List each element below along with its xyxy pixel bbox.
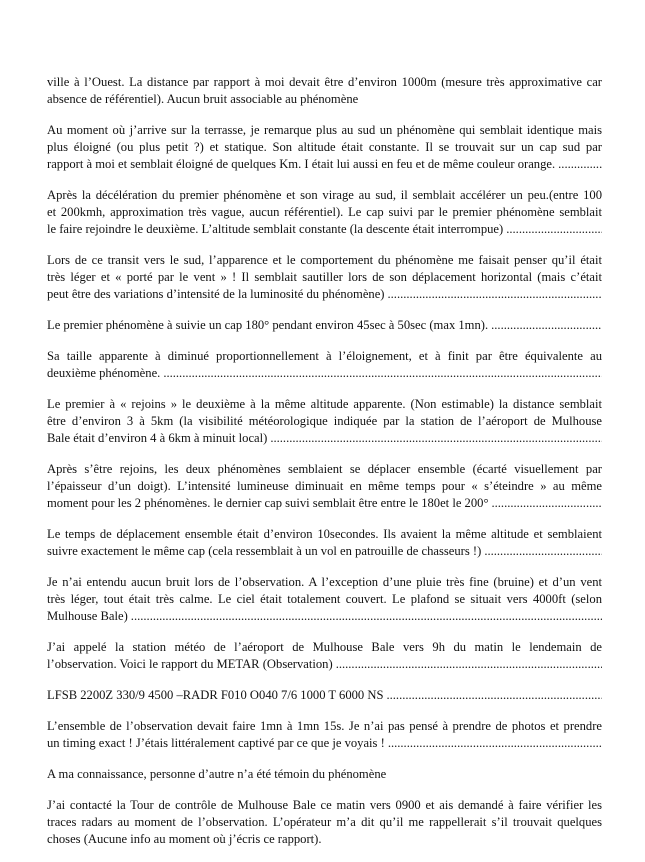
text-line: Au moment où j’arrive sur la terrasse, je remarque plus au sud un phénomène qui semblait identique mais	[47, 123, 602, 137]
dot-leader	[386, 687, 602, 704]
text-line: A ma connaissance, personne d’autre n’a été témoin du phénomène	[47, 767, 387, 781]
text-line-content: Le premier phénomène à suivie un cap 180° pendant environ 45sec à 50sec (max 1mn).	[47, 318, 489, 332]
paragraph	[47, 122, 602, 173]
paragraph	[47, 461, 602, 512]
text-line: J’ai contacté la Tour de contrôle de Mulhouse Bale ce matin vers 0900 et ais demandé à faire vérifier les	[47, 798, 602, 812]
dot-leader	[484, 543, 602, 560]
text-line: très léger et « porté par le vent » ! Il semblait sautiller lors de son déplacement horizontal (mais c’était	[47, 270, 602, 284]
document-body	[47, 74, 602, 848]
paragraph	[47, 526, 602, 560]
text-line-content: rapport à moi et semblait éloigné de quelques Km. I était lui aussi en feu et de même couleur orange.	[47, 157, 556, 171]
text-line-content: peut être des variations d’intensité de la luminosité du phénomène)	[47, 287, 385, 301]
dot-leader	[388, 735, 602, 752]
text-line: Sa taille apparente à diminué proportionnellement à l’éloignement, et à finit par être équivalente au	[47, 349, 602, 363]
dot-leader	[491, 317, 602, 334]
paragraph	[47, 639, 602, 673]
text-line: Après la décélération du premier phénomène et son virage au sud, il semblait accélérer un peu.(entre 100	[47, 188, 602, 202]
text-line-content: Mulhouse Bale)	[47, 609, 128, 623]
text-line	[47, 156, 602, 173]
text-line	[47, 495, 602, 512]
text-line: Je n’ai entendu aucun bruit lors de l’observation. A l’exception d’une pluie très fine (bruine) et d’un vent	[47, 575, 602, 589]
text-line	[47, 656, 602, 673]
text-line-content: l’observation. Voici le rapport du METAR (Observation)	[47, 657, 333, 671]
text-line: J’ai appelé la station météo de l’aéroport de Mulhouse Bale vers 9h du matin le lendemain de	[47, 640, 602, 654]
text-line-content: Bale était d’environ 4 à 6km à minuit local)	[47, 431, 268, 445]
text-line: être d’environ 3 à 5km (la visibilité météorologique indiquée par la station de l’aéroport de Mulhouse	[47, 414, 602, 428]
paragraph	[47, 766, 602, 783]
paragraph	[47, 797, 602, 848]
text-line: L’ensemble de l’observation devait faire 1mn à 1mn 15s. Je n’ai pas pensé à prendre de photos et prendre	[47, 719, 602, 733]
paragraph	[47, 348, 602, 382]
text-line	[47, 543, 602, 560]
text-line: et 200kmh, approximation très vague, aucun référentiel). Le cap suivi par le premier phénomène semblait	[47, 205, 602, 219]
dot-leader	[336, 656, 602, 673]
text-line-content: le faire rejoindre le deuxième. L’altitude semblait constante (la descente était interrompue)	[47, 222, 504, 236]
text-line	[47, 221, 602, 238]
text-line: Le premier à « rejoins » le deuxième à la même altitude apparente. (Non estimable) la distance semblait	[47, 397, 602, 411]
text-line-content: moment pour les 2 phénomènes. le dernier cap suivi semblait être entre le 180et le 200°	[47, 496, 489, 510]
dot-leader	[491, 495, 602, 512]
text-line: Lors de ce transit vers le sud, l’apparence et le comportement du phénomène me faisait penser qu’il était	[47, 253, 602, 267]
dot-leader	[506, 221, 602, 238]
paragraph	[47, 187, 602, 238]
text-line	[47, 430, 602, 447]
dot-leader	[163, 365, 602, 382]
text-line	[47, 687, 602, 704]
paragraph	[47, 687, 602, 704]
text-line: Le temps de déplacement ensemble était d’environ 10secondes. Ils avaient la même altitude et semblaient	[47, 527, 602, 541]
text-line	[47, 608, 602, 625]
dot-leader	[558, 156, 602, 173]
text-line	[47, 365, 602, 382]
paragraph	[47, 252, 602, 303]
text-line: l’épaisseur d’un doigt). L’intensité lumineuse diminuait en même temps pour « s’éteindre » au même	[47, 479, 602, 493]
dot-leader	[131, 608, 602, 625]
text-line: ville à l’Ouest. La distance par rapport à moi devait être d’environ 1000m (mesure très approximative car	[47, 75, 602, 89]
text-line-content: suivre exactement le même cap (cela ressemblait à un vol en patrouille de chasseurs !)	[47, 544, 482, 558]
text-line: Après s’être rejoins, les deux phénomènes semblaient se déplacer ensemble (écarté visuellement par	[47, 462, 602, 476]
dot-leader	[388, 286, 603, 303]
text-line-content: un timing exact ! J’étais littéralement captivé par ce que je voyais !	[47, 736, 385, 750]
text-line	[47, 735, 602, 752]
text-line	[47, 317, 602, 334]
paragraph	[47, 574, 602, 625]
paragraph	[47, 396, 602, 447]
text-line-content: LFSB 2200Z 330/9 4500 –RADR F010 O040 7/6 1000 T 6000 NS	[47, 688, 384, 702]
paragraph	[47, 74, 602, 108]
text-line-content: deuxième phénomène.	[47, 366, 161, 380]
text-line: absence de référentiel). Aucun bruit associable au phénomène	[47, 92, 359, 106]
text-line: choses (Aucune info au moment où j’écris ce rapport).	[47, 832, 322, 846]
paragraph	[47, 317, 602, 334]
text-line: très léger, tout était très calme. Le ciel était totalement couvert. Le plafond se situait vers 4000ft (selon	[47, 592, 602, 606]
text-line: traces radars au moment de l’observation. L’opérateur m’a dit qu’il me rappellerait s’il trouvait quelques	[47, 815, 602, 829]
text-line: plus éloigné (ou plus petit ?) et statique. Son altitude était constante. Il se trouvait sur un cap sud par	[47, 140, 602, 154]
text-line	[47, 286, 602, 303]
paragraph	[47, 718, 602, 752]
dot-leader	[270, 430, 602, 447]
